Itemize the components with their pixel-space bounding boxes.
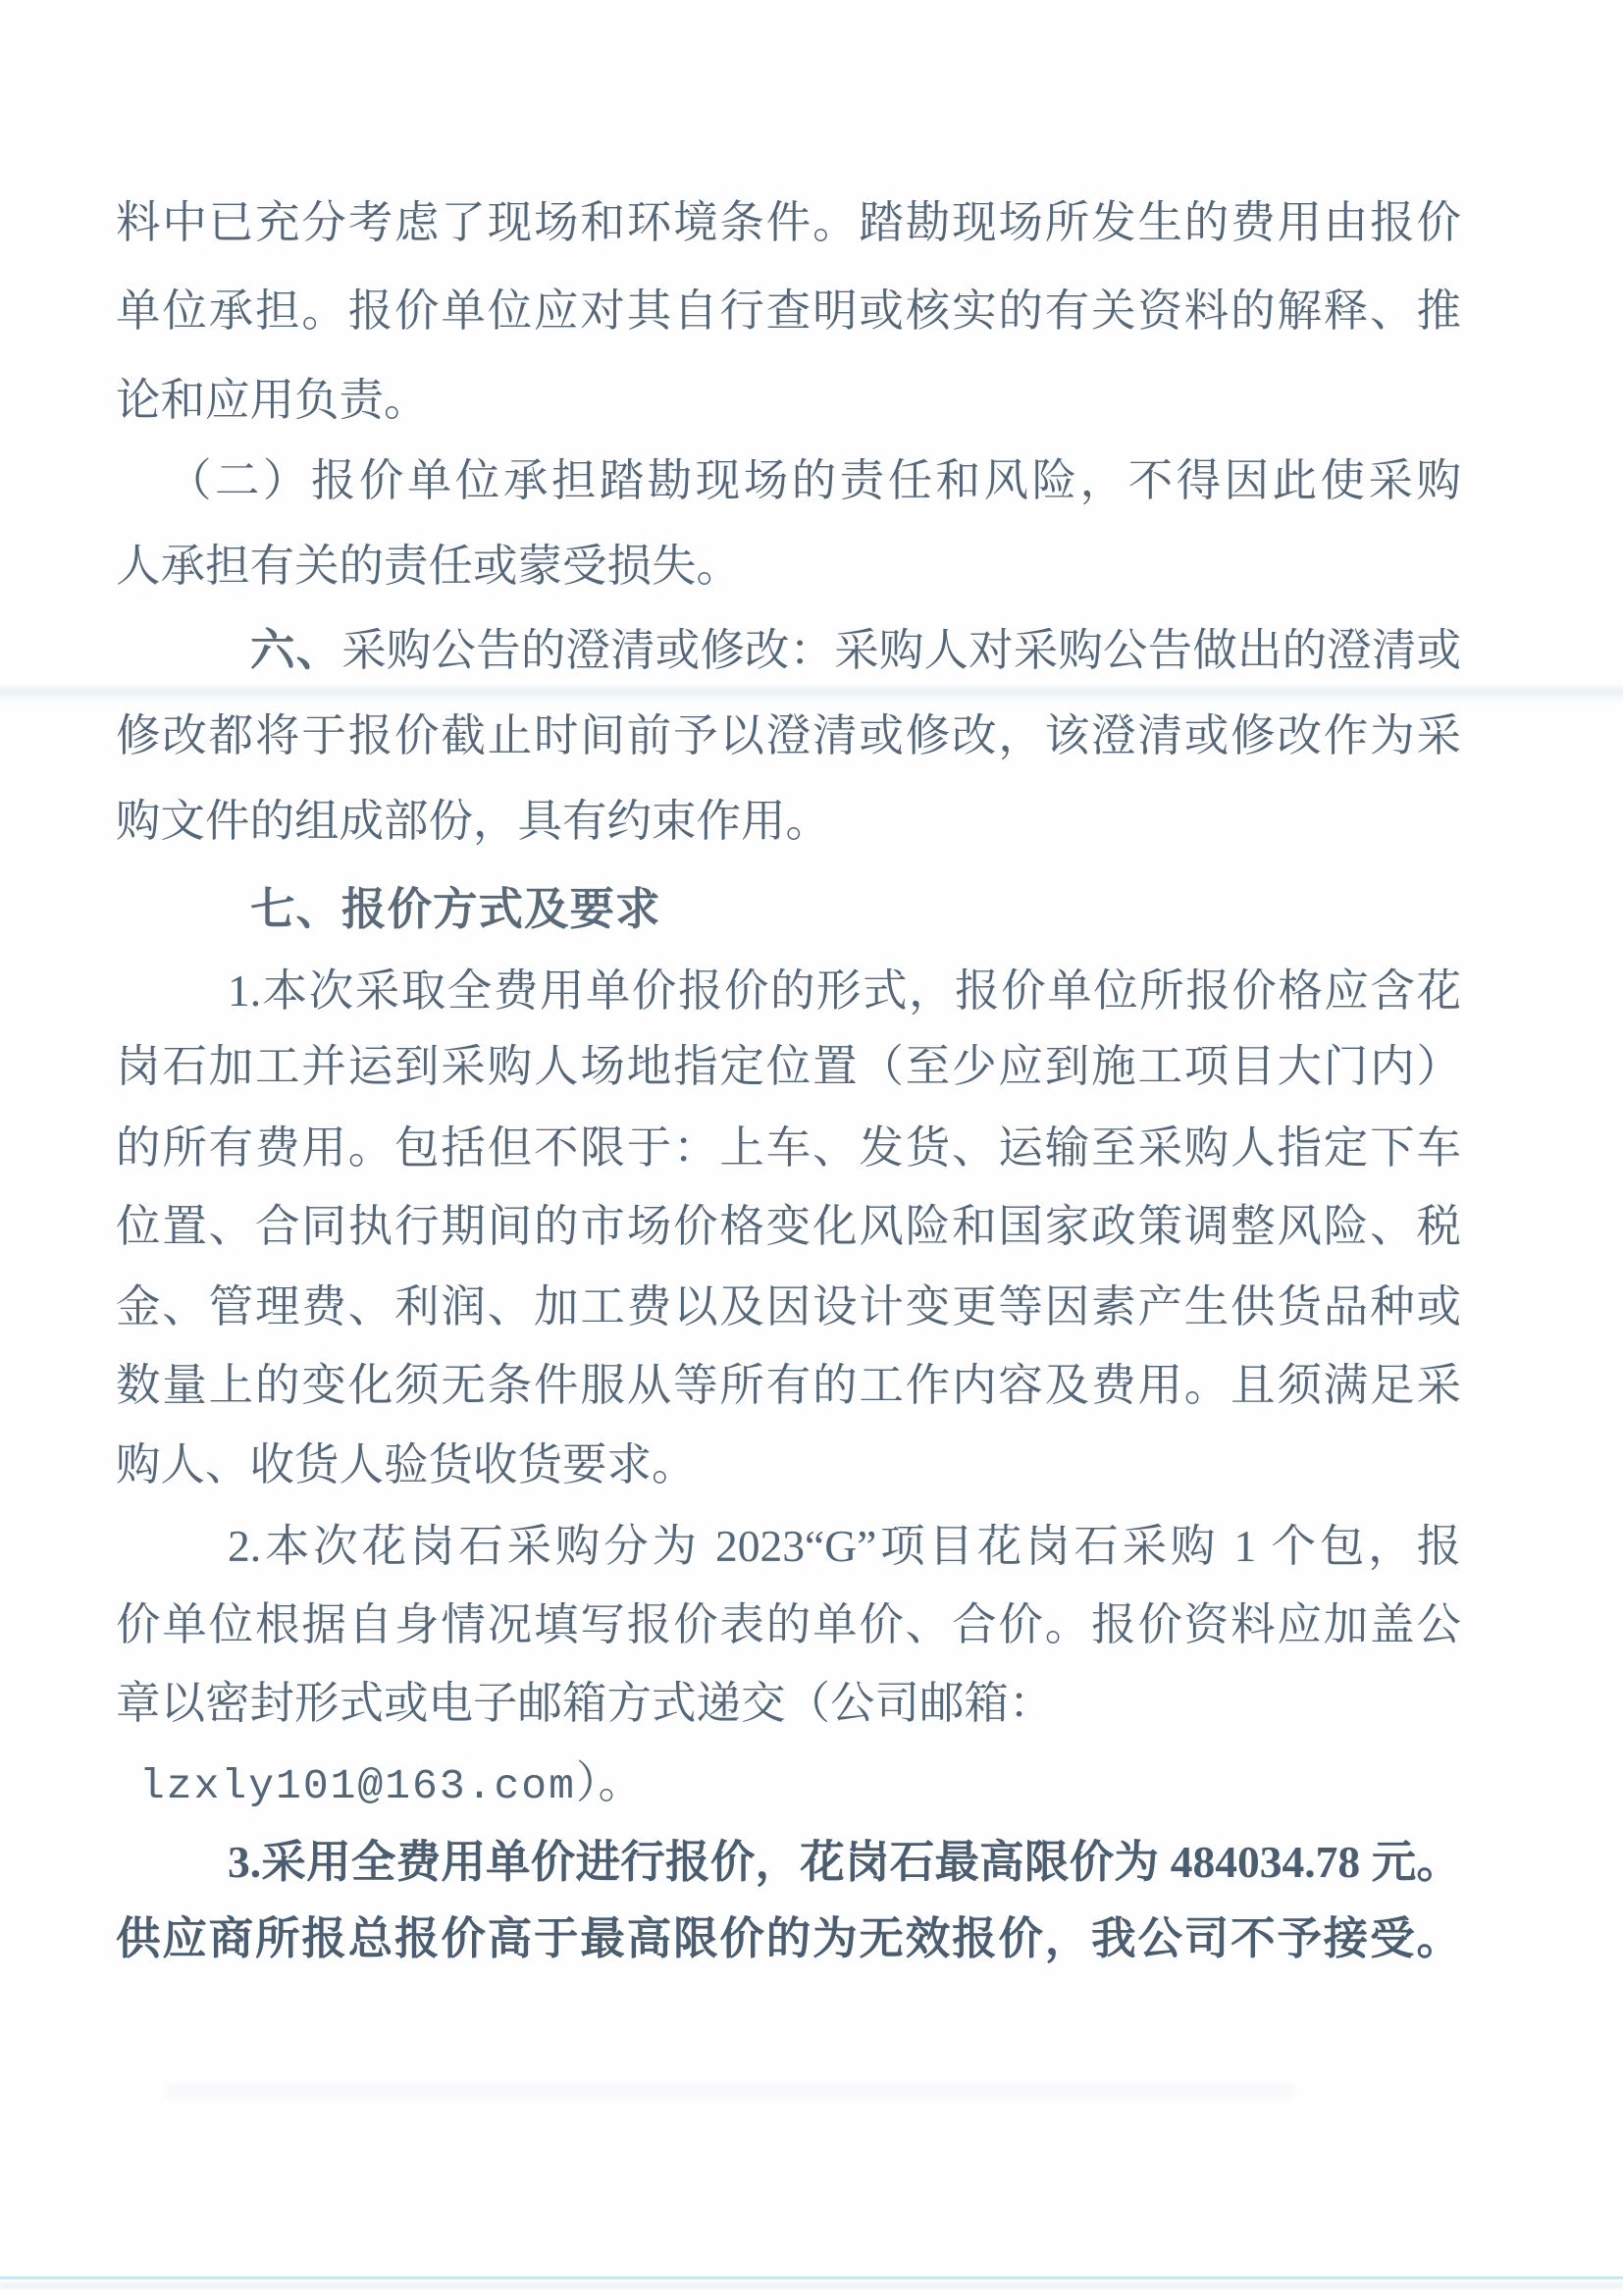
text-line-8 — [116, 795, 1461, 848]
text-line-21 — [116, 1836, 1461, 1889]
text-line-2 — [116, 285, 1461, 338]
body-text: 金、管理费、利润、加工费以及因设计变更等因素产生供货品种或 — [116, 1281, 1461, 1331]
body-text: 采购公告的澄清或修改：采购人对采购公告做出的澄清或 — [341, 625, 1461, 675]
text-line-7 — [116, 709, 1461, 762]
body-text: 的所有费用。包括但不限于：上车、发货、运输至采购人指定下车 — [116, 1122, 1461, 1173]
heading-text: 六、 — [250, 625, 342, 675]
text-line-5 — [116, 540, 1461, 593]
body-text: 购人、收货人验货收货要求。 — [116, 1439, 697, 1489]
body-text: 人承担有关的责任或蒙受损失。 — [116, 541, 742, 591]
text-line-6 — [116, 624, 1461, 677]
body-text: 岗石加工并运到采购人场地指定位置（至少应到施工项目大门内） — [116, 1041, 1461, 1091]
body-text: 2.本次花岗石采购分为 2023“G”项目花岗石采购 1 个包，报 — [228, 1521, 1461, 1571]
text-line-10 — [116, 965, 1461, 1018]
body-text: 位置、合同执行期间的市场价格变化风险和国家政策调整风险、税 — [116, 1201, 1461, 1251]
body-text: （二）报价单位承担踏勘现场的责任和风险，不得因此使采购 — [167, 455, 1461, 505]
body-text: 修改都将于报价截止时间前予以澄清或修改，该澄清或修改作为采 — [116, 710, 1461, 760]
text-line-18 — [116, 1598, 1461, 1651]
text-line-12 — [116, 1122, 1461, 1174]
body-text: 供应商所报总报价高于最高限价的为无效报价，我公司不予接受。 — [116, 1913, 1461, 1963]
scan-ghost-smudge — [167, 2084, 1295, 2098]
body-text: 数量上的变化须无条件服从等所有的工作内容及费用。且须满足采 — [116, 1360, 1461, 1410]
text-line-19 — [116, 1677, 1461, 1730]
document-text-block — [116, 0, 1461, 2296]
email-text: lzxly101@163.com — [139, 1762, 576, 1810]
body-text: 单位承担。报价单位应对其自行查明或核实的有关资料的解释、推 — [116, 286, 1461, 336]
body-text: 1.本次采取全费用单价报价的形式，报价单位所报价格应含花 — [228, 965, 1461, 1016]
body-text: ）。 — [575, 1757, 644, 1807]
heading-text: 七、报价方式及要求 — [250, 884, 661, 934]
text-line-3 — [116, 374, 1461, 427]
body-text: 3.采用全费用单价进行报价，花岗石最高限价为 484034.78 元。 — [228, 1837, 1461, 1887]
text-line-20 — [116, 1756, 1461, 1813]
text-line-9 — [116, 883, 1461, 936]
body-text: 购文件的组成部份，具有约束作用。 — [116, 796, 831, 846]
text-line-13 — [116, 1200, 1461, 1253]
text-line-1 — [116, 196, 1461, 249]
text-line-14 — [116, 1280, 1461, 1333]
text-line-15 — [116, 1359, 1461, 1412]
text-line-11 — [116, 1040, 1461, 1093]
text-line-16 — [116, 1438, 1461, 1491]
body-text: 章以密封形式或电子邮箱方式递交（公司邮箱： — [116, 1678, 1054, 1728]
body-text: 论和应用负责。 — [116, 375, 429, 425]
body-text: 价单位根据自身情况填写报价表的单价、合价。报价资料应加盖公 — [116, 1599, 1461, 1649]
text-line-17 — [116, 1520, 1461, 1573]
scan-bottom-edge-smudge — [0, 2282, 1623, 2289]
body-text: 料中已充分考虑了现场和环境条件。踏勘现场所发生的费用由报价 — [116, 197, 1461, 247]
text-line-22 — [116, 1912, 1461, 1965]
text-line-4 — [116, 454, 1461, 507]
scan-bottom-edge-line — [0, 2276, 1623, 2279]
